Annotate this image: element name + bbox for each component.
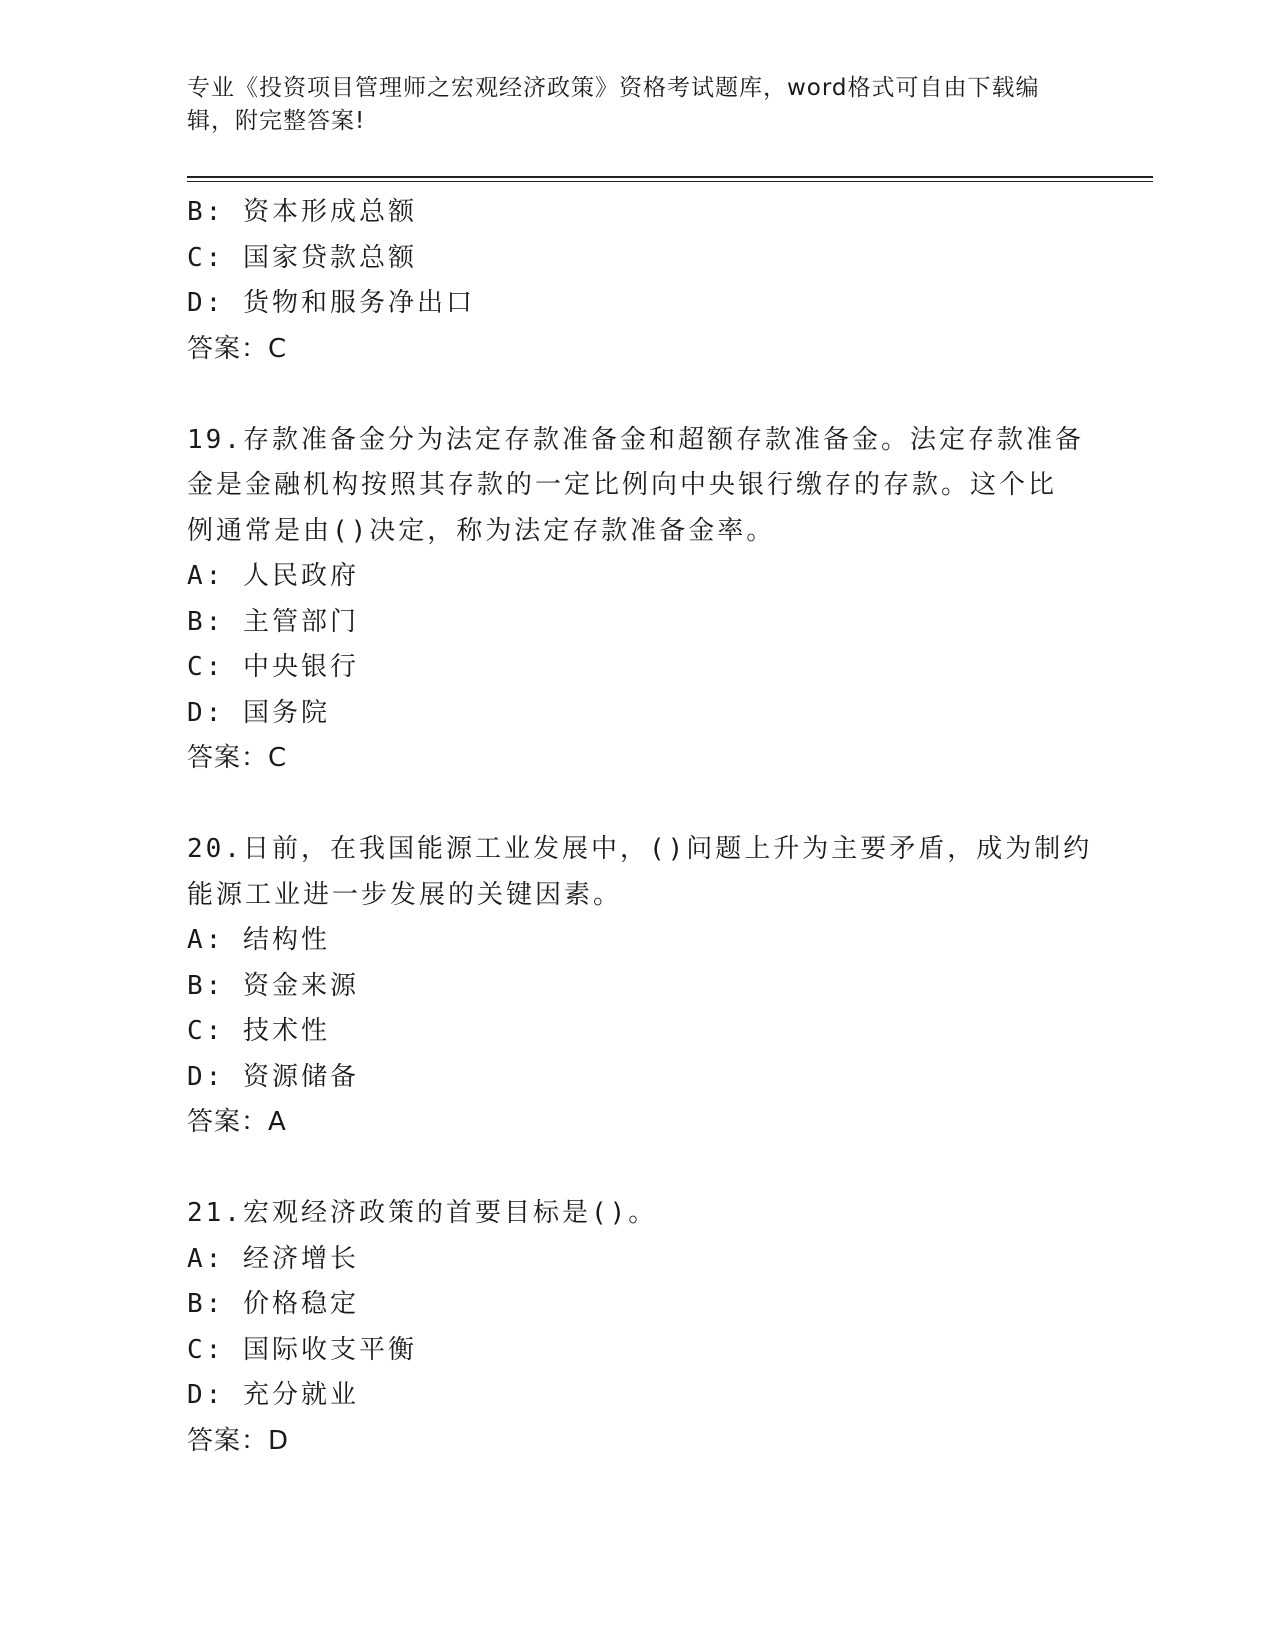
answer-line: 答案：C bbox=[187, 333, 288, 364]
answer-line: 答案：C bbox=[187, 743, 288, 773]
spacer bbox=[187, 782, 1087, 828]
option-b: B: 价格稳定 bbox=[187, 1289, 359, 1319]
prev-question bbox=[187, 190, 1087, 372]
option-d: D: 资源储备 bbox=[187, 1061, 359, 1092]
option-b: B: 主管部门 bbox=[187, 606, 359, 637]
question-19 bbox=[187, 418, 1087, 782]
question-list bbox=[187, 190, 1093, 1464]
option-d: D: 充分就业 bbox=[187, 1380, 359, 1410]
question-text-line: 能源工业进一步发展的关键因素。 bbox=[187, 879, 623, 910]
question-text-line: 例通常是由()决定，称为法定存款准备金率。 bbox=[187, 515, 776, 546]
spacer bbox=[187, 1146, 1087, 1192]
answer-line: 答案：A bbox=[187, 1107, 287, 1137]
option-c: C: 国际收支平衡 bbox=[187, 1334, 417, 1365]
question-text-line: 19.存款准备金分为法定存款准备金和超额存款准备金。法定存款准备 bbox=[187, 424, 1084, 455]
question-text-line: 20.日前，在我国能源工业发展中，()问题上升为主要矛盾，成为制约 bbox=[187, 834, 1093, 864]
option-c: C: 中央银行 bbox=[187, 652, 359, 682]
question-text-line: 金是金融机构按照其存款的一定比例向中央银行缴存的存款。这个比 bbox=[187, 470, 1058, 500]
document-header: 专业《投资项目管理师之宏观经济政策》资格考试题库，word格式可自由下载编辑，附完整答案! bbox=[187, 75, 1040, 134]
option-b: B: 资本形成总额 bbox=[187, 197, 417, 227]
option-c: C: 国家贷款总额 bbox=[187, 242, 417, 273]
option-c: C: 技术性 bbox=[187, 1016, 330, 1046]
question-text-line: 21.宏观经济政策的首要目标是()。 bbox=[187, 1198, 658, 1228]
option-d: D: 货物和服务净出口 bbox=[187, 288, 475, 318]
option-d: D: 国务院 bbox=[187, 697, 330, 728]
header-rule-thick bbox=[187, 176, 1153, 178]
option-a: A: 人民政府 bbox=[187, 561, 359, 591]
option-a: A: 经济增长 bbox=[187, 1243, 359, 1274]
header-rule-thin bbox=[187, 181, 1153, 182]
question-21 bbox=[187, 1191, 1087, 1464]
question-20 bbox=[187, 827, 1093, 1146]
answer-line: 答案：D bbox=[187, 1425, 290, 1456]
option-b: B: 资金来源 bbox=[187, 970, 359, 1001]
spacer bbox=[187, 372, 1087, 418]
option-a: A: 结构性 bbox=[187, 925, 330, 955]
